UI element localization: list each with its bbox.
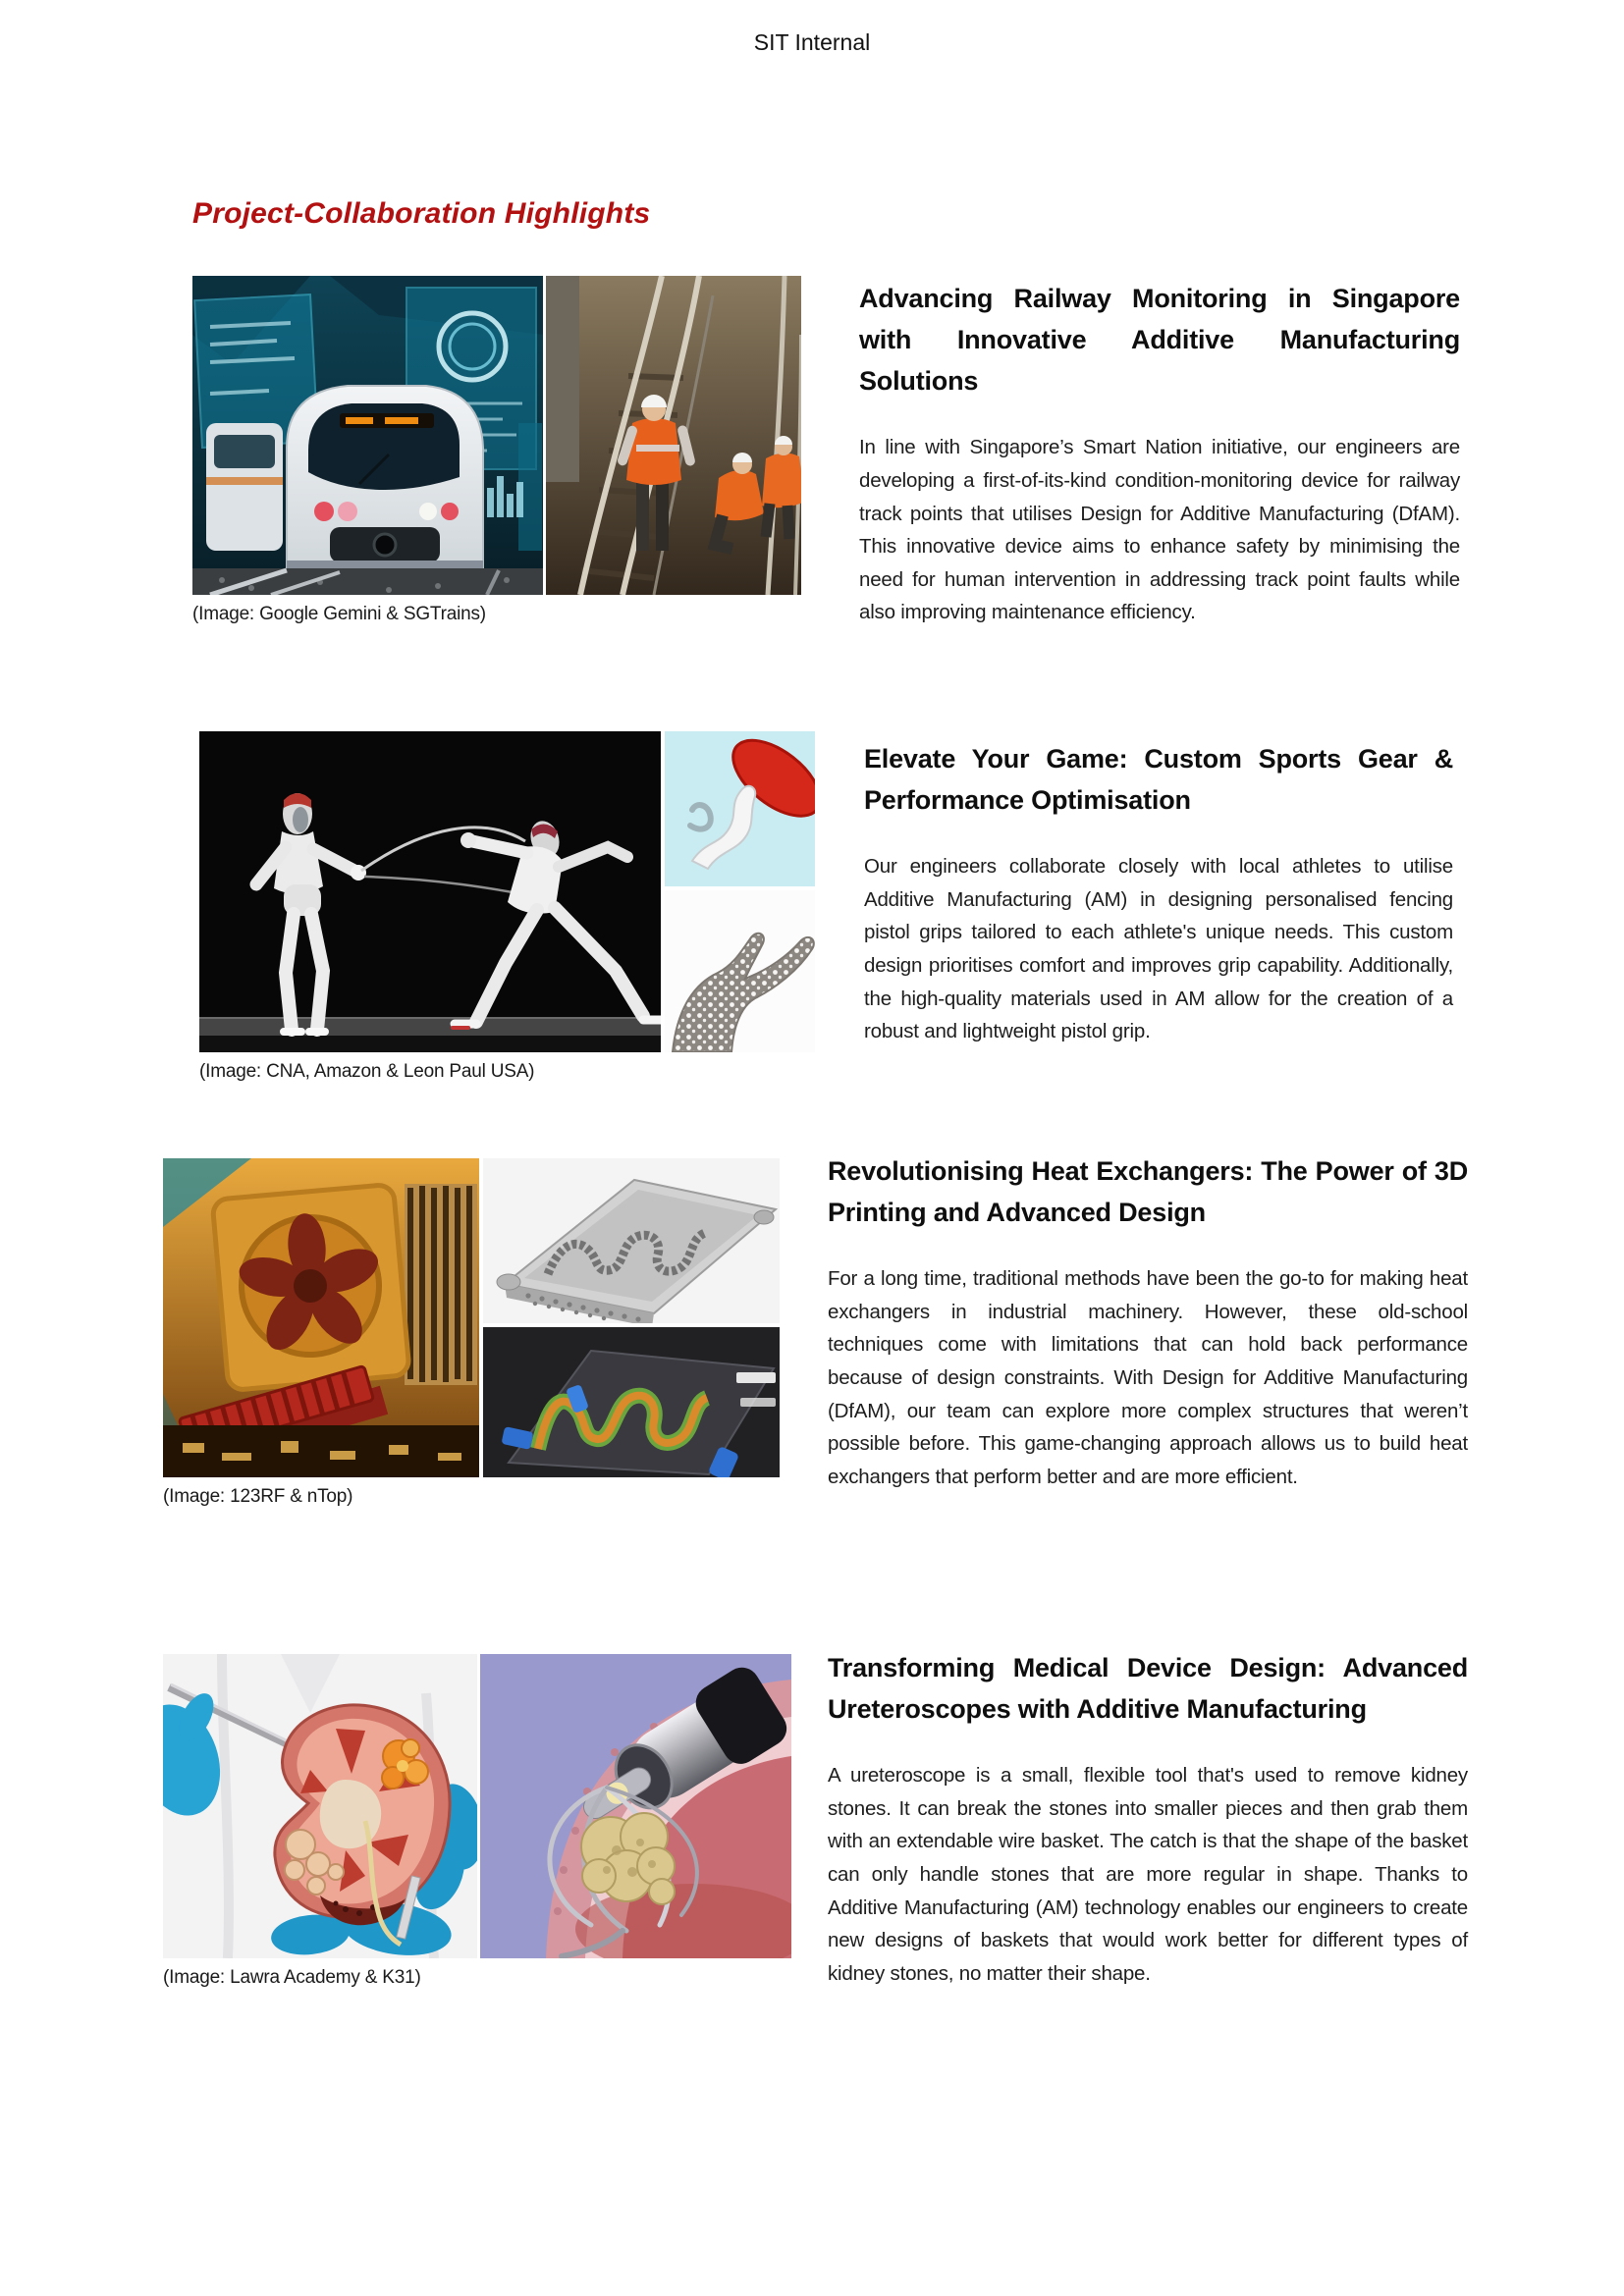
fencing-text-column [864,738,1453,1048]
section-body: In line with Singapore’s Smart Nation initiative, our engineers are developing a first-of-its-kind condition-monitoring device for railway track points that utilises Design for Additive Manufacturing (DfAM). This innovative device aims to enhance safety by minimising the need for human intervention in addressing track point faults while also improving maintenance efficiency. [859,436,1460,624]
simulation-photo [483,1327,780,1477]
image-caption: (Image: 123RF & nTop) [163,1486,353,1507]
page-header: SIT Internal [753,29,871,55]
section-heading: Elevate Your Game: Custom Sports Gear & Performance Optimisation [864,744,1453,816]
section-heading: Revolutionising Heat Exchangers: The Power of 3D Printing and Advanced Design [828,1156,1468,1228]
section-heading: Advancing Railway Monitoring in Singapore with Innovative Additive Manufacturing Solutions [859,284,1460,397]
image-caption: (Image: Lawra Academy & K31) [163,1967,421,1988]
pistol-grip-photo [665,731,815,886]
kidney-stone [581,1813,675,1904]
railway-figure [192,276,801,625]
train-photo [192,276,544,595]
ureteroscope-illustration [479,1654,791,1958]
medical-figure [163,1654,791,1989]
heatsink-photo [163,1158,479,1477]
kidney-model-photo [163,1654,490,1958]
heat-exchanger-composite-image [163,1158,780,1477]
section-body: A ureteroscope is a small, flexible tool that's used to remove kidney stones. It can break the stones into smaller pieces and then grab them with an extendable wire basket. The catch is that the shape of the basket can only handle stones that are more regular in shape. Thanks to Additive Manufacturing (AM) technology enables our engineers to create new designs of baskets that would work better for different types of kidney stones, no matter their shape. [828,1764,1468,1985]
fencing-bout-photo [199,731,661,1052]
railway-composite-image [192,276,801,595]
lattice-grip-photo [665,890,815,1052]
section-body: For a long time, traditional methods have been the go-to for making heat exchangers in industrial machinery. However, these old-school techniques come with limitations that can hold back performance because of design constraints. With Design for Additive Manufacturing (DfAM), our team can explore more complex structures that weren’t possible before. This game-changing approach allows us to build heat exchangers that perform better and are more efficient. [828,1267,1468,1488]
medical-text-column [828,1647,1468,1990]
section-body: Our engineers collaborate closely with local athletes to utilise Additive Manufacturing (AM) in designing personalised fencing pistol grips tailored to each athlete's unique needs. This custom design prioritises comfort and improves grip capability. Additionally, the high-quality materials used in AM allow for the creation of a robust and lightweight pistol grip. [864,855,1453,1043]
printed-exchanger-photo [483,1158,780,1327]
heat-exchanger-text-column [828,1150,1468,1493]
medical-composite-image [163,1654,791,1958]
fencing-figure [199,731,815,1083]
fencing-composite-image [199,731,815,1052]
section-heading: Transforming Medical Device Design: Advanced Ureteroscopes with Additive Manufacturing [828,1653,1468,1725]
page-title: Project-Collaboration Highlights [192,197,651,230]
track-workers-photo [546,276,801,595]
image-caption: (Image: Google Gemini & SGTrains) [192,604,486,624]
heat-exchanger-figure [163,1158,780,1508]
railway-text-column [859,278,1460,629]
image-caption: (Image: CNA, Amazon & Leon Paul USA) [199,1061,535,1082]
